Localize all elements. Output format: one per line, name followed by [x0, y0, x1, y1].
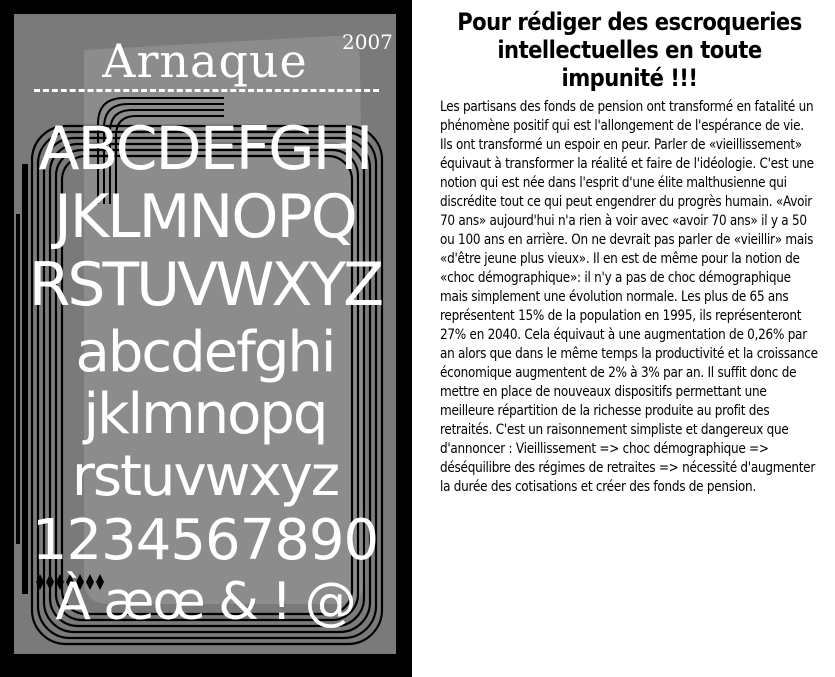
lowercase-row-2: jklmnopq: [83, 382, 327, 447]
special-characters-row: À æœ & ! @: [55, 572, 355, 632]
article-body: Les partisans des fonds de pension ont transformé en fatalité un phénomène positif qui est l'allongement de l'espérance de vie. Ils ont transformé un espoir en peur. Parler de «vieillissement» équivaut à transformer la réalité et faire de l'idéologie. C'est une notion qui est née dans l'esprit d'une élite malthusienne qui discrédite tout ce qui peut engendrer du progrès humain. «Avoir 70 ans» aujourd'hui n'a rien à voir avec «avoir 70 ans» il y a 50 ou 100 ans en arrière. On ne devrait pas parler de «vieillir» mais «d'être jeune plus vieux». Il en est de même pour la notion de «choc démographique»: il n'y a pas de choc démographique mais simplement une évolution normale. Les plus de 65 ans représentent 15% de la population en 1995, ils représenteront 27% en 2040. Cela équivaut à une augmentation de 0,26% par an alors que dans le même temps la productivité et la croissance économique augmentent de 2% à 3% par an. Il suffit donc de mettre en place de nouveaux dispositifs permettant une meilleure répartition de la richesse produite au profit des retraités. C'est un raisonnement simpliste et dangereux que d'annoncer : Vieillissement => choc démographique => déséquilibre des régimes de retraites => nécessité d'augmenter la durée des cotisations et créer des fonds de pension.: [440, 99, 818, 495]
year-label: 2007: [342, 30, 393, 54]
specimen-frame: [14, 14, 396, 654]
dashed-divider: [34, 89, 379, 92]
font-name-title: Arnaque: [102, 34, 308, 88]
article: [432, 8, 827, 497]
font-specimen-panel: [0, 0, 412, 677]
uppercase-row-1: ABCDEFGHI: [38, 114, 372, 184]
lowercase-row-3: rstuvwxyz: [71, 444, 339, 509]
uppercase-row-3: RSTUVWXYZ: [28, 250, 382, 320]
article-headline: Pour rédiger des escroqueries intellectuelles en toute impunité !!!: [457, 8, 802, 92]
numerals-row: 1234567890: [31, 508, 379, 573]
lowercase-row-1: abcdefghi: [75, 320, 335, 385]
uppercase-row-2: JKLMNOPQ: [54, 182, 356, 252]
